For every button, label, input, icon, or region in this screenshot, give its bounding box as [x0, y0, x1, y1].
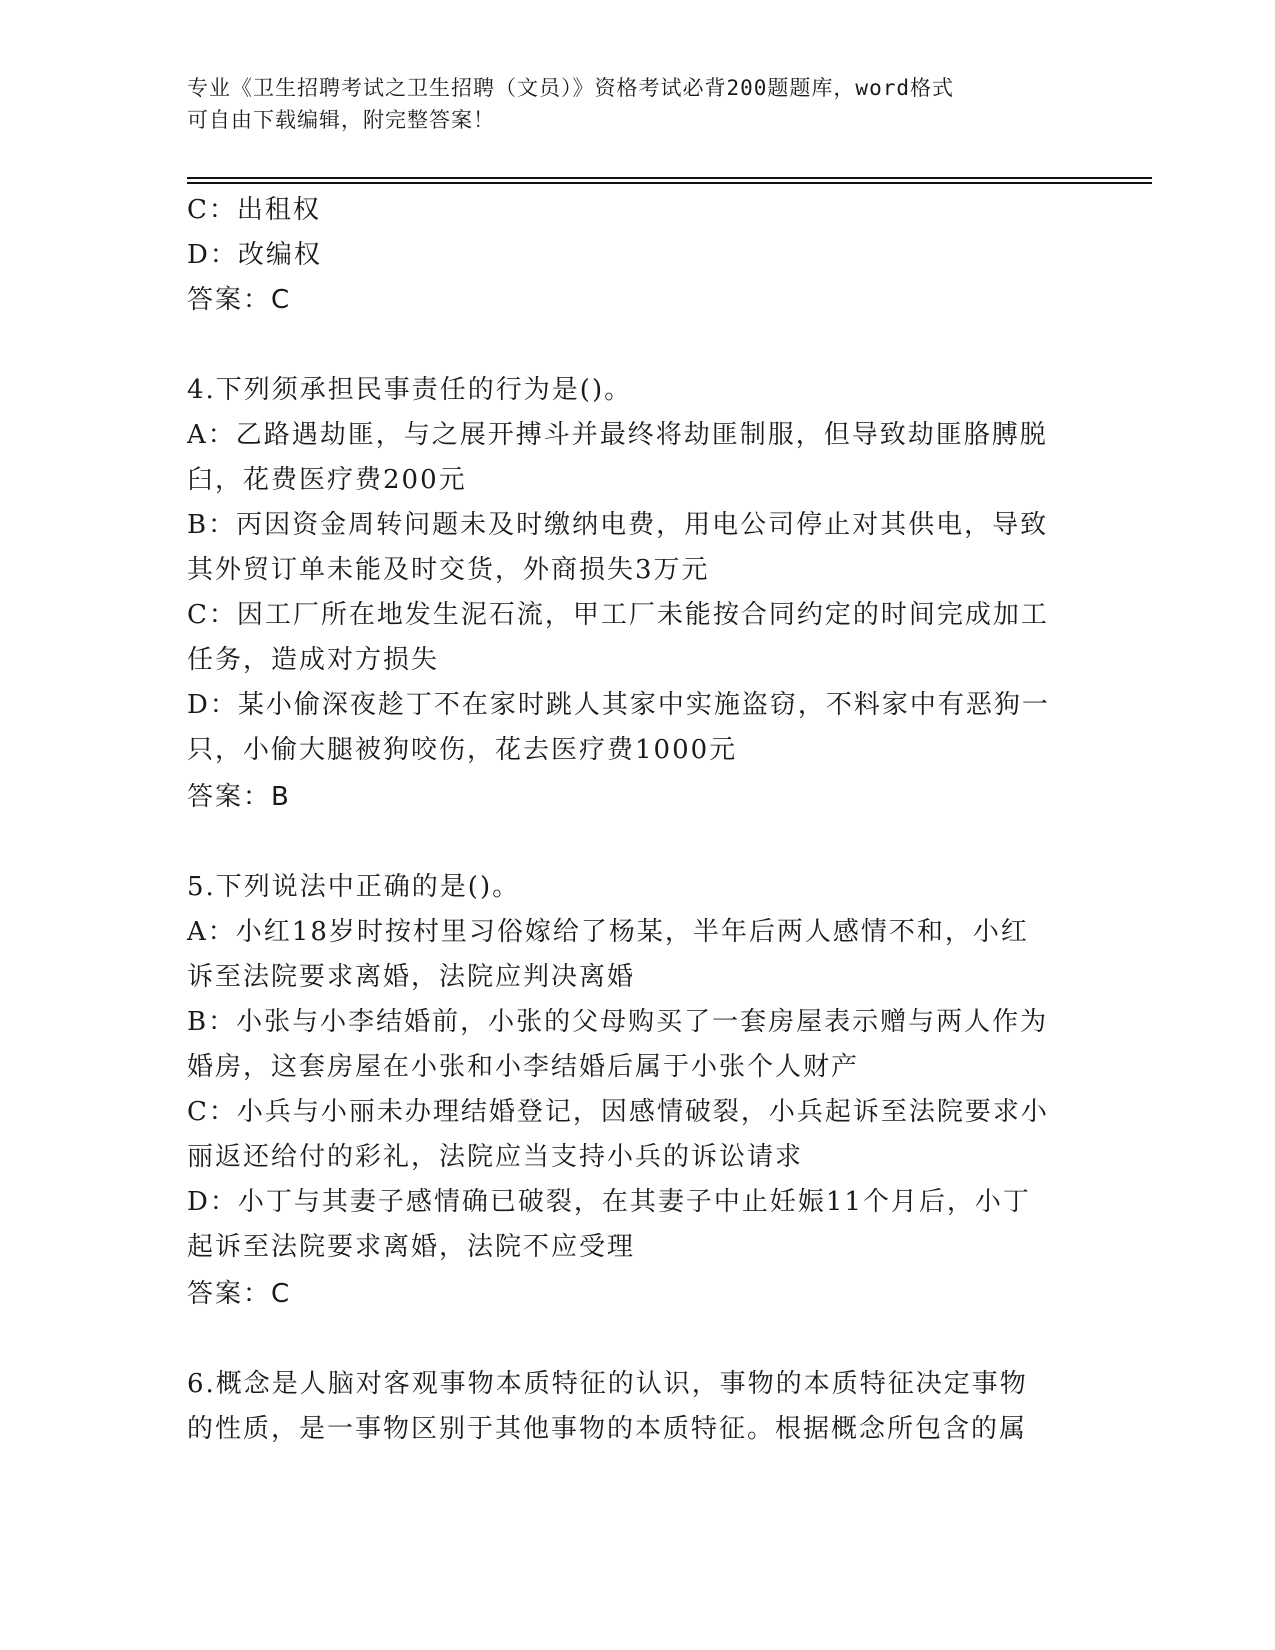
q4-option-a-line1: A：乙路遇劫匪，与之展开搏斗并最终将劫匪制服，但导致劫匪胳膊脱 — [187, 420, 1048, 450]
q3-option-c: C：出租权 — [187, 195, 321, 225]
q6-stem-line2: 的性质，是一事物区别于其他事物的本质特征。根据概念所包含的属 — [187, 1414, 1028, 1444]
q4-option-c-line1: C：因工厂所在地发生泥石流，甲工厂未能按合同约定的时间完成加工 — [187, 600, 1049, 630]
header-line-2: 可自由下载编辑，附完整答案！ — [187, 108, 495, 132]
document-header — [187, 72, 1067, 136]
q4-answer: 答案：B — [187, 782, 291, 812]
header-line-1: 专业《卫生招聘考试之卫生招聘（文员）》资格考试必背200题题库，word格式 — [187, 76, 954, 100]
q4-option-b-line2: 其外贸订单未能及时交货，外商损失3万元 — [187, 555, 710, 585]
q5-option-a-line1: A：小红18岁时按村里习俗嫁给了杨某，半年后两人感情不和，小红 — [187, 917, 1029, 947]
q3-option-d: D：改编权 — [187, 240, 322, 270]
q4-option-c-line2: 任务，造成对方损失 — [187, 645, 440, 675]
q5-option-d-line1: D：小丁与其妻子感情确已破裂，在其妻子中止妊娠11个月后，小丁 — [187, 1187, 1031, 1217]
q4-stem: 4.下列须承担民事责任的行为是()。 — [187, 375, 633, 405]
q4-option-a-line2: 臼，花费医疗费200元 — [187, 465, 467, 495]
q5-option-a-line2: 诉至法院要求离婚，法院应判决离婚 — [187, 962, 636, 992]
q4-option-b-line1: B：丙因资金周转问题未及时缴纳电费，用电公司停止对其供电，导致 — [187, 510, 1049, 540]
q5-option-b-line1: B：小张与小李结婚前，小张的父母购买了一套房屋表示赠与两人作为 — [187, 1007, 1049, 1037]
q5-option-c-line2: 丽返还给付的彩礼，法院应当支持小兵的诉讼请求 — [187, 1142, 804, 1172]
header-divider-top — [187, 177, 1152, 179]
q4-option-d-line2: 只，小偷大腿被狗咬伤，花去医疗费1000元 — [187, 735, 738, 765]
q5-option-c-line1: C：小兵与小丽未办理结婚登记，因感情破裂，小兵起诉至法院要求小 — [187, 1097, 1049, 1127]
q5-stem: 5.下列说法中正确的是()。 — [187, 872, 521, 902]
q6-stem-line1: 6.概念是人脑对客观事物本质特征的认识，事物的本质特征决定事物 — [187, 1369, 1028, 1399]
q4-option-d-line1: D：某小偷深夜趁丁不在家时跳人其家中实施盗窃，不料家中有恶狗一 — [187, 690, 1050, 720]
header-divider-bottom — [187, 182, 1152, 184]
q5-option-b-line2: 婚房，这套房屋在小张和小李结婚后属于小张个人财产 — [187, 1052, 860, 1082]
q3-answer: 答案：C — [187, 285, 292, 315]
q5-answer: 答案：C — [187, 1279, 292, 1309]
q5-option-d-line2: 起诉至法院要求离婚，法院不应受理 — [187, 1232, 636, 1262]
